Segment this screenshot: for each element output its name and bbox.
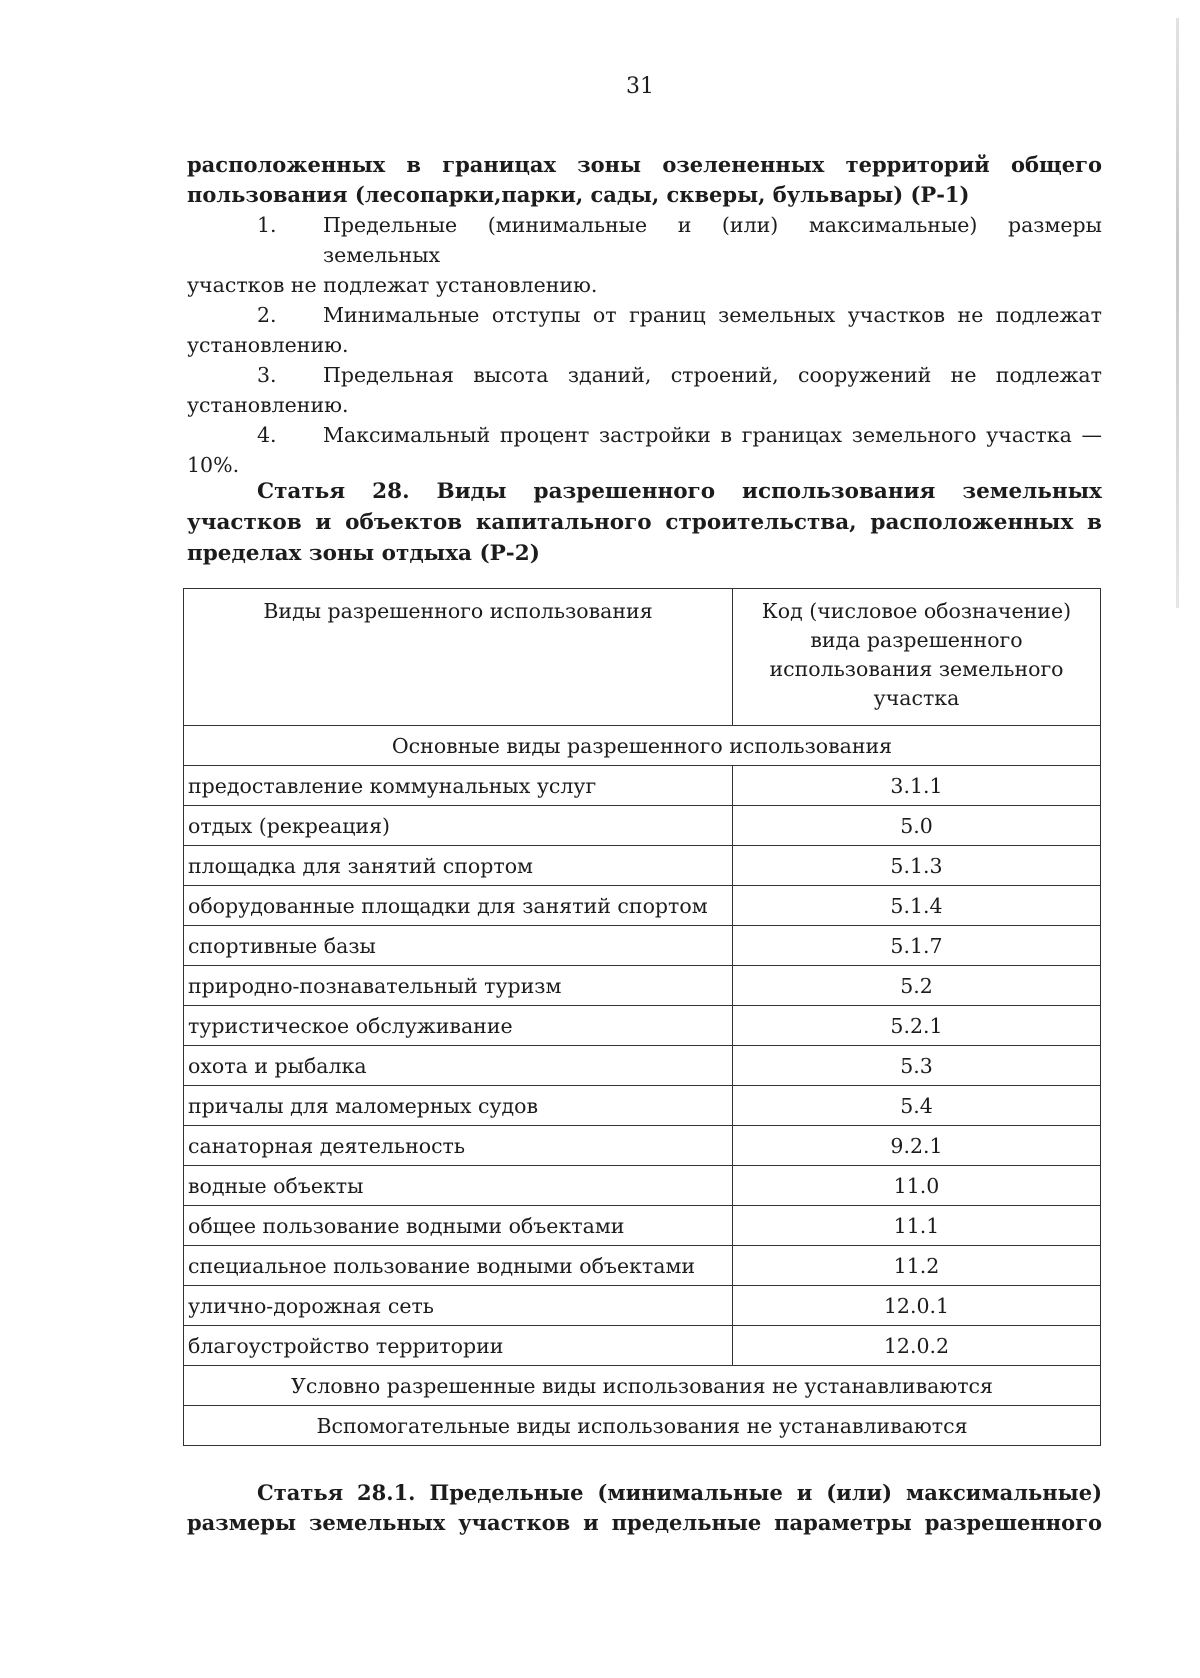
table-row (184, 966, 1101, 1006)
use-name: отдых (рекреация) (184, 806, 733, 846)
use-code: 5.0 (733, 806, 1101, 846)
use-name: природно-познавательный туризм (184, 966, 733, 1006)
article-28-heading (187, 476, 1102, 569)
use-name: туристическое обслуживание (184, 1006, 733, 1046)
use-code: 12.0.2 (733, 1326, 1101, 1366)
item-number: 3. (257, 363, 277, 387)
section-row-conditional (184, 1366, 1101, 1406)
table-row (184, 806, 1101, 846)
table-row (184, 1206, 1101, 1246)
item-text: Минимальные отступы от границ земельных участков не подлежат (323, 303, 1102, 327)
section-row-main (184, 726, 1101, 766)
header-code: Код (числовое обозначение) вида разрешенного использования земельного участка (733, 589, 1101, 726)
use-code: 5.1.4 (733, 886, 1101, 926)
item-number: 1. (257, 213, 277, 237)
table-row (184, 846, 1101, 886)
intro-line-2: пользования (лесопарки,парки, сады, скверы, бульвары) (Р-1) (187, 182, 970, 207)
item-text-cont: участков не подлежат установлению. (187, 273, 598, 297)
use-name: причалы для маломерных судов (184, 1086, 733, 1126)
item-text-cont: установлению. (187, 333, 349, 357)
use-code: 5.1.3 (733, 846, 1101, 886)
use-code: 5.4 (733, 1086, 1101, 1126)
item-number: 2. (257, 303, 277, 327)
item-text-cont: установлению. (187, 393, 349, 417)
table-row (184, 1046, 1101, 1086)
use-name: общее пользование водными объектами (184, 1206, 733, 1246)
use-name: улично-дорожная сеть (184, 1286, 733, 1326)
use-name: водные объекты (184, 1166, 733, 1206)
use-code: 5.2.1 (733, 1006, 1101, 1046)
permitted-uses-table (183, 588, 1101, 1446)
intro-line-1: расположенных в границах зоны озелененных территорий общего (187, 152, 1102, 177)
items-list (187, 210, 1102, 480)
use-code: 12.0.1 (733, 1286, 1101, 1326)
article-28-1-line-1: Статья 28.1. Предельные (минимальные и (или) максимальные) (257, 1480, 1102, 1505)
table-row (184, 1166, 1101, 1206)
header-use: Виды разрешенного использования (184, 589, 733, 726)
item-text-cont: 10%. (187, 453, 240, 477)
section-main-label: Основные виды разрешенного использования (184, 726, 1101, 766)
table-header-row (184, 589, 1101, 726)
use-name: оборудованные площадки для занятий спортом (184, 886, 733, 926)
use-code: 3.1.1 (733, 766, 1101, 806)
conditional-uses-note: Условно разрешенные виды использования не устанавливаются (184, 1366, 1101, 1406)
item-text: Предельные (минимальные и (или) максимальные) размеры земельных (323, 213, 1102, 267)
article-28-1-line-2: размеры земельных участков и предельные параметры разрешенного (187, 1510, 1102, 1535)
item-number: 4. (257, 423, 277, 447)
use-code: 11.2 (733, 1246, 1101, 1286)
list-item (187, 360, 1102, 420)
table-row (184, 1286, 1101, 1326)
use-code: 5.3 (733, 1046, 1101, 1086)
use-name: охота и рыбалка (184, 1046, 733, 1086)
article-28-title: Статья 28. Виды разрешенного использования земельных участков и объектов капитального строительства, расположенных в пределах зоны отдыха (Р-2) (187, 479, 1102, 566)
item-text: Предельная высота зданий, строений, сооружений не подлежат (323, 363, 1102, 387)
use-code: 5.2 (733, 966, 1101, 1006)
table-row (184, 926, 1101, 966)
use-name: предоставление коммунальных услуг (184, 766, 733, 806)
list-item (187, 420, 1102, 480)
auxiliary-uses-note: Вспомогательные виды использования не устанавливаются (184, 1406, 1101, 1446)
use-code: 11.1 (733, 1206, 1101, 1246)
page-number: 31 (626, 74, 654, 99)
table-row (184, 1086, 1101, 1126)
table-row (184, 1006, 1101, 1046)
use-code: 11.0 (733, 1166, 1101, 1206)
use-name: площадка для занятий спортом (184, 846, 733, 886)
list-item (187, 210, 1102, 300)
table-row (184, 766, 1101, 806)
use-name: спортивные базы (184, 926, 733, 966)
table-row (184, 1246, 1101, 1286)
item-text: Максимальный процент застройки в границах земельного участка — (323, 423, 1102, 447)
use-name: специальное пользование водными объектами (184, 1246, 733, 1286)
scan-edge (1176, 18, 1179, 608)
use-code: 9.2.1 (733, 1126, 1101, 1166)
list-item (187, 300, 1102, 360)
use-name: санаторная деятельность (184, 1126, 733, 1166)
table-row (184, 1326, 1101, 1366)
use-code: 5.1.7 (733, 926, 1101, 966)
table-row (184, 886, 1101, 926)
intro-heading (187, 150, 1102, 210)
table-row (184, 1126, 1101, 1166)
section-row-auxiliary (184, 1406, 1101, 1446)
article-28-1-heading (187, 1478, 1102, 1538)
use-name: благоустройство территории (184, 1326, 733, 1366)
